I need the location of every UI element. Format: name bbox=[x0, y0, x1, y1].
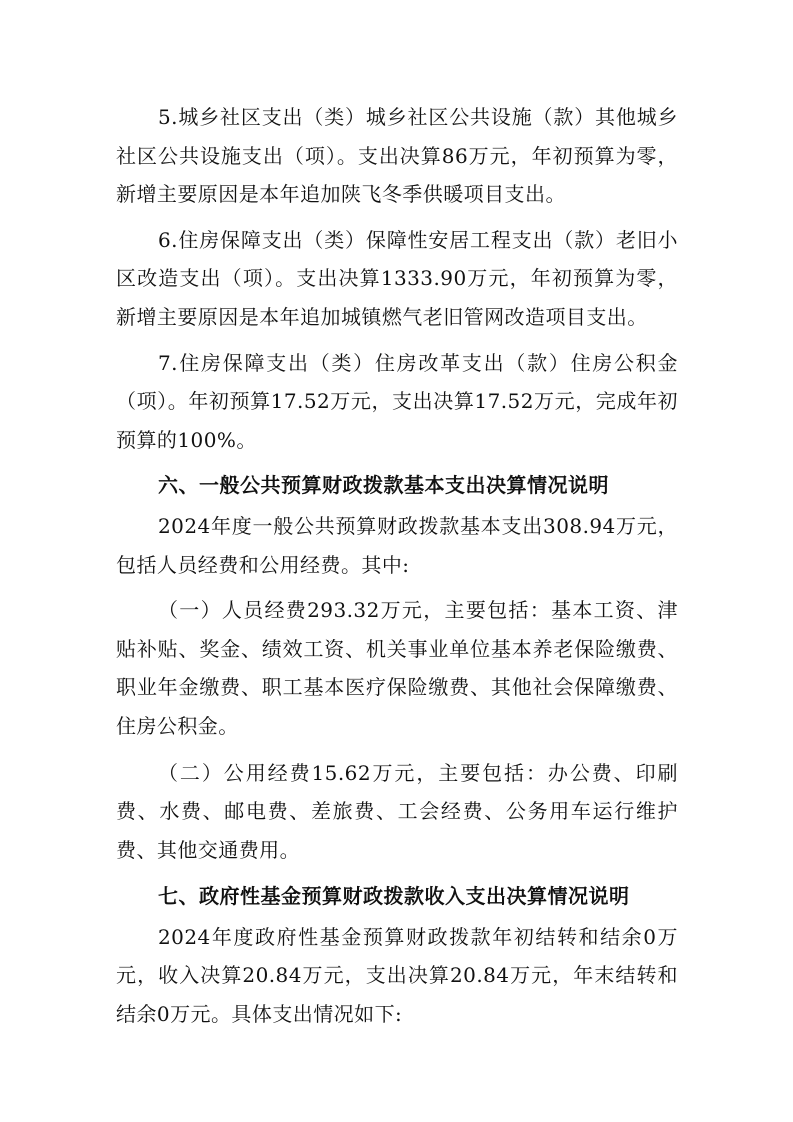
paragraph-item-7: 7.住房保障支出（类）住房改革支出（款）住房公积金（项）。年初预算17.52万元，支出决算17.52万元，完成年初预算的100%。 bbox=[116, 350, 678, 452]
personnel-expense-paragraph: （一）人员经费293.32万元，主要包括：基本工资、津贴补贴、奖金、绩效工资、机关事业单位基本养老保险缴费、职业年金缴费、职工基本医疗保险缴费、其他社会保障缴费、住房公积金。 bbox=[116, 598, 678, 738]
section-6-intro: 2024年度一般公共预算财政拨款基本支出308.94万元，包括人员经费和公用经费。其中: bbox=[116, 513, 678, 577]
paragraph-item-6: 6.住房保障支出（类）保障性安居工程支出（款）老旧小区改造支出（项）。支出决算1333.90万元，年初预算为零，新增主要原因是本年追加城镇燃气老旧管网改造项目支出。 bbox=[116, 227, 678, 329]
section-7-intro: 2024年度政府性基金预算财政拨款年初结转和结余0万元，收入决算20.84万元，支出决算20.84万元，年末结转和结余0万元。具体支出情况如下: bbox=[116, 924, 678, 1027]
public-expense-paragraph: （二）公用经费15.62万元，主要包括：办公费、印刷费、水费、邮电费、差旅费、工会经费、公务用车运行维护费、其他交通费用。 bbox=[116, 760, 678, 862]
section-heading-6: 六、一般公共预算财政拨款基本支出决算情况说明 bbox=[158, 473, 609, 498]
paragraph-item-5: 5.城乡社区支出（类）城乡社区公共设施（款）其他城乡社区公共设施支出（项）。支出决算86万元，年初预算为零，新增主要原因是本年追加陕飞冬季供暖项目支出。 bbox=[116, 105, 678, 207]
document-body bbox=[116, 98, 678, 1041]
section-heading-7: 七、政府性基金预算财政拨款收入支出决算情况说明 bbox=[158, 884, 630, 909]
